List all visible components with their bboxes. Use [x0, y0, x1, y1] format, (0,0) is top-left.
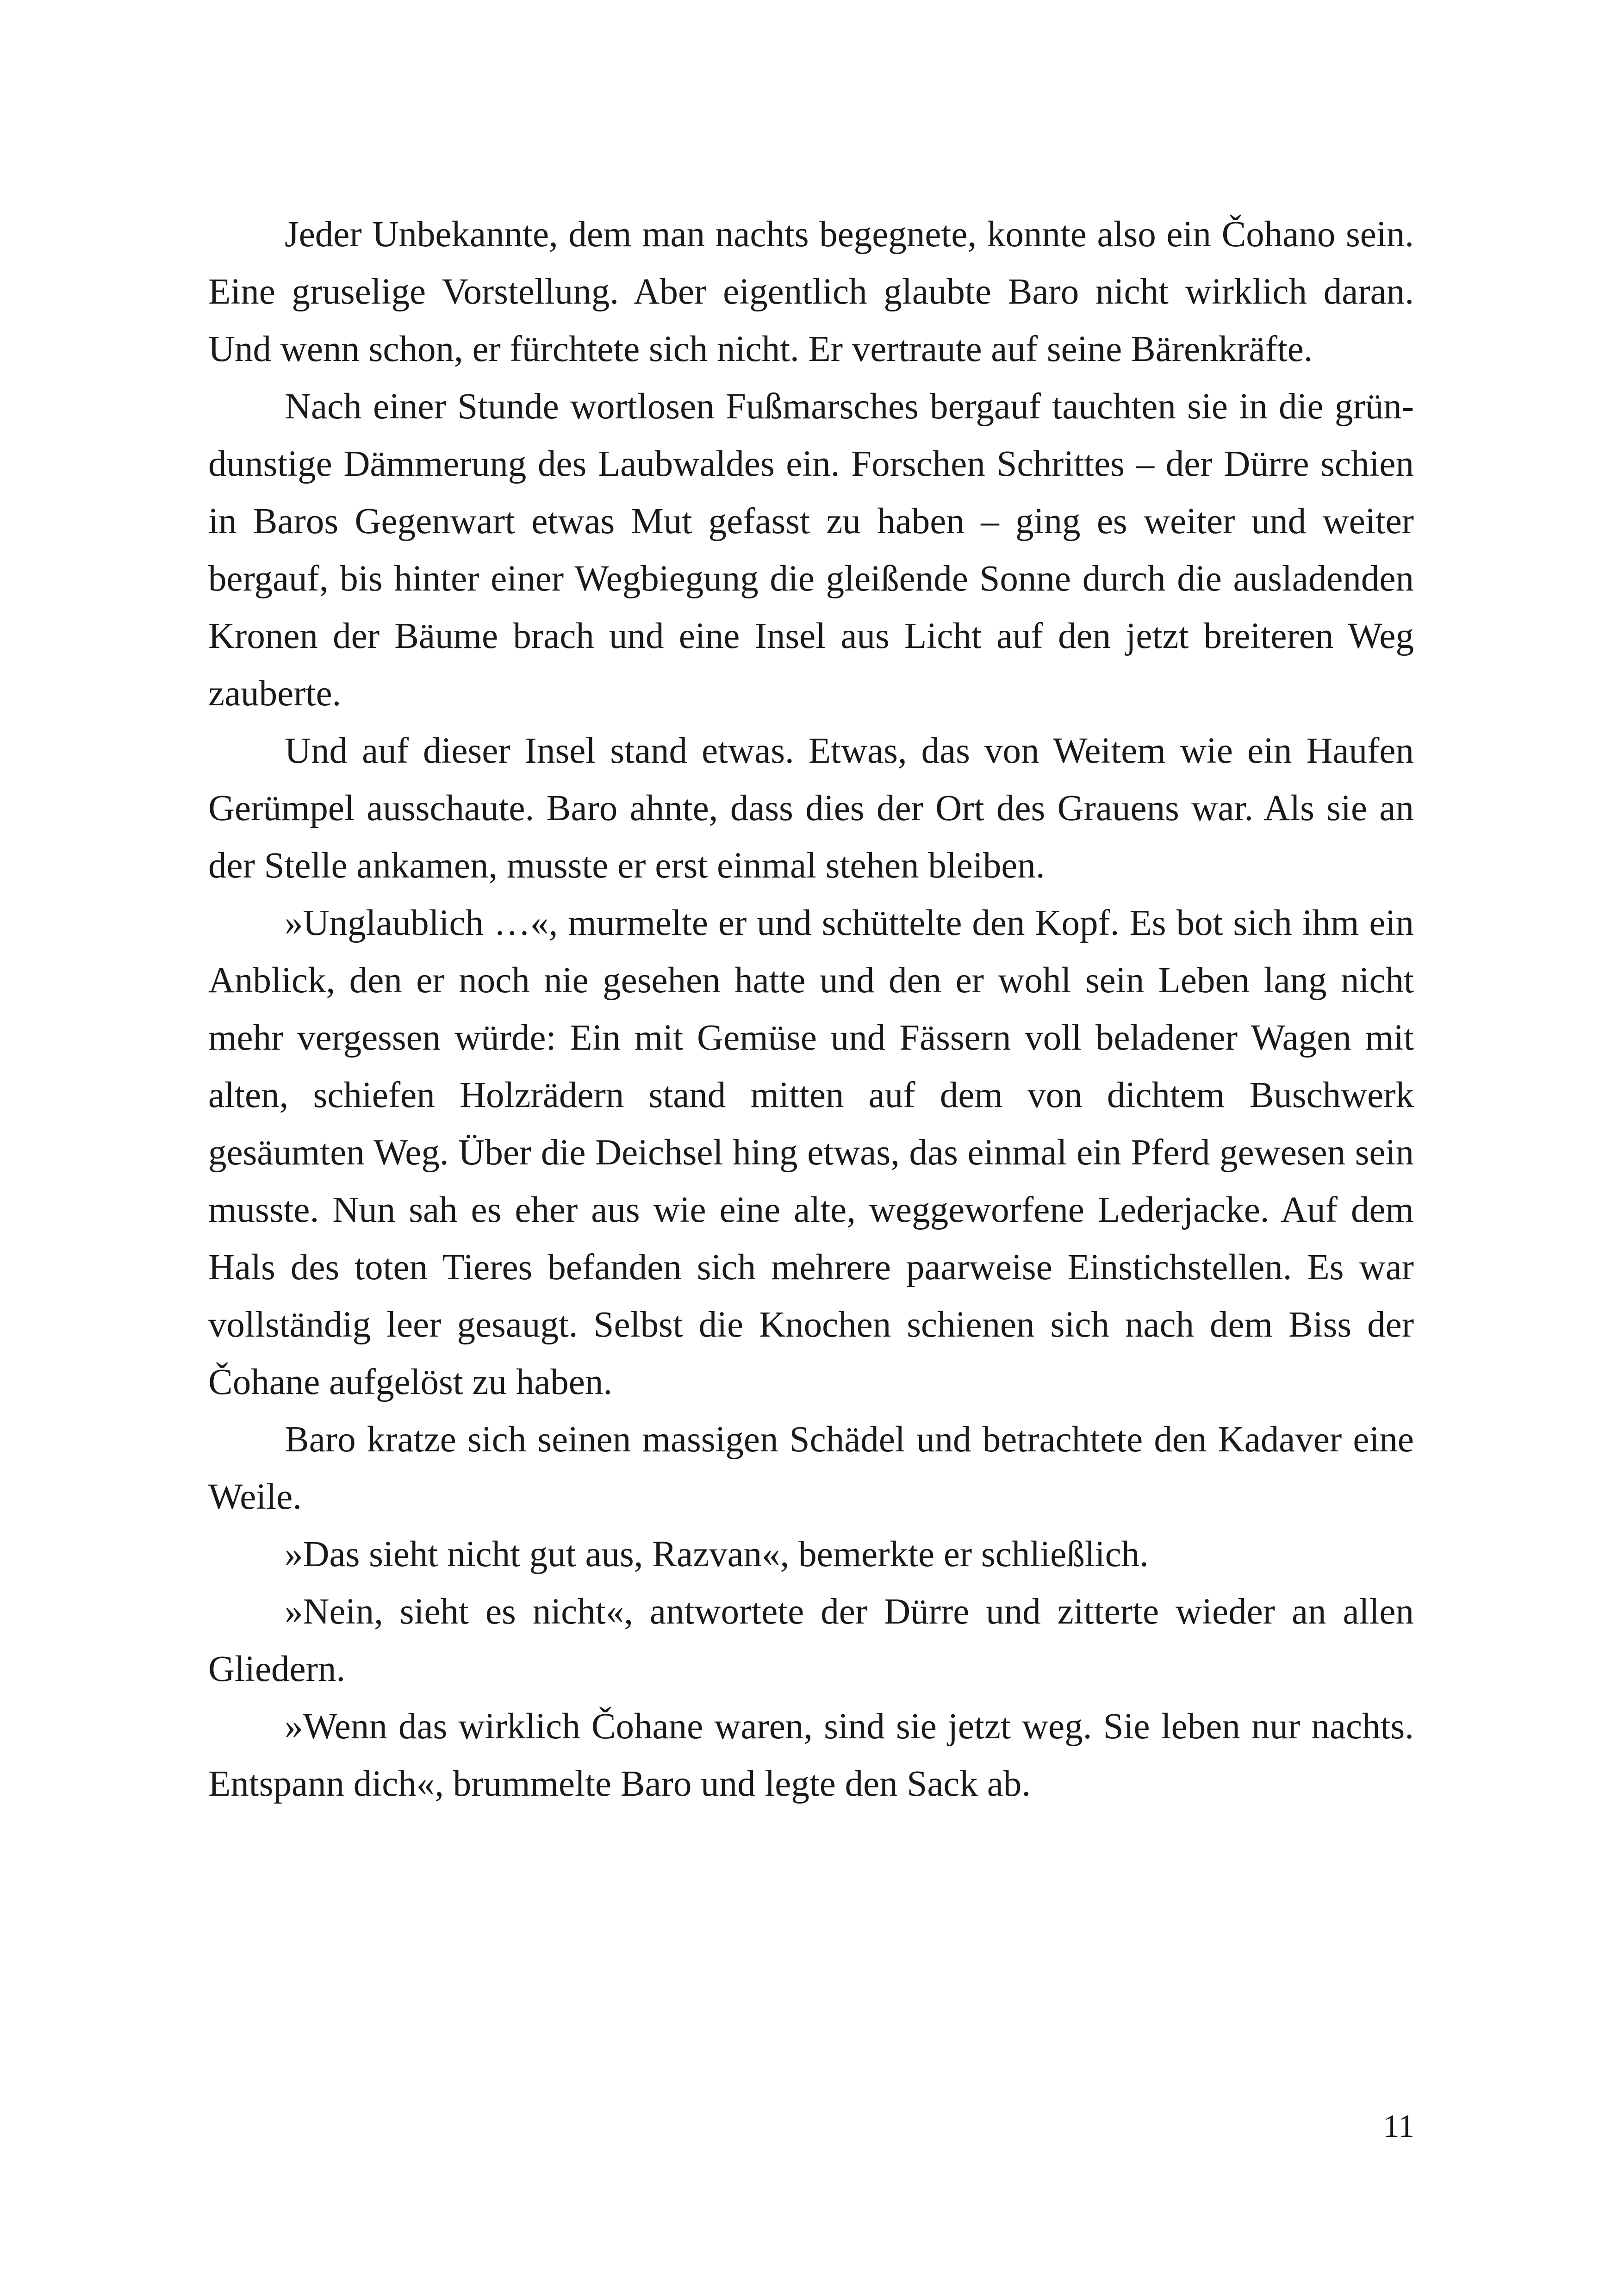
- body-text: [208, 206, 1414, 1813]
- paragraph-5: Baro kratze sich seinen massigen Schädel und betrachtete den Kadaver eine Weile.: [208, 1419, 1414, 1517]
- paragraph-4: »Unglaublich …«, murmelte er und schüttelte den Kopf. Es bot sich ihm ein Anblick, den er noch nie gesehen hatte und den er wohl sein Leben lang nicht mehr vergessen würde: Ein mit Gemüse und Fässern voll beladener Wagen mit alten, schiefen Holzrädern stand mitten auf dem von dichtem Buschwerk gesäumten Weg. Über die Deichsel hing etwas, das einmal ein Pferd gewesen sein musste. Nun sah es eher aus wie eine alte, weggeworfene Lederjacke. Auf dem Hals des toten Tieres befanden sich mehrere paarweise Einstichstellen. Es war vollständig leer gesaugt. Selbst die Knochen schienen sich nach dem Biss der Čohane aufgelöst zu haben.: [208, 903, 1414, 1402]
- paragraph-8: »Wenn das wirklich Čohane waren, sind sie jetzt weg. Sie leben nur nachts. Entspann dich«, brummelte Baro und legte den Sack ab.: [208, 1706, 1414, 1804]
- page-number: 11: [1383, 2109, 1414, 2144]
- paragraph-7: »Nein, sieht es nicht«, antwortete der Dürre und zitterte wieder an allen Gliedern.: [208, 1592, 1414, 1689]
- paragraph-2: Nach einer Stunde wortlosen Fußmarsches bergauf tauchten sie in die grün-dunstige Dämmerung des Laubwaldes ein. Forschen Schrittes – der Dürre schien in Baros Gegenwart etwas Mut gefasst zu haben – ging es weiter und weiter bergauf, bis hinter einer Wegbiegung die gleißende Sonne durch die ausladenden Kronen der Bäume brach und eine Insel aus Licht auf den jetzt breiteren Weg zauberte.: [208, 386, 1414, 714]
- paragraph-6: »Das sieht nicht gut aus, Razvan«, bemerkte er schließlich.: [285, 1534, 1149, 1574]
- paragraph-3: Und auf dieser Insel stand etwas. Etwas, das von Weitem wie ein Haufen Gerümpel ausschaute. Baro ahnte, dass dies der Ort des Grauens war. Als sie an der Stelle ankamen, musste er erst einmal stehen bleiben.: [208, 731, 1414, 886]
- paragraph-1: Jeder Unbekannte, dem man nachts begegnete, konnte also ein Čohano sein. Eine gruselige Vorstellung. Aber eigentlich glaubte Baro nicht wirklich daran. Und wenn schon, er fürchtete sich nicht. Er vertraute auf seine Bärenkräfte.: [208, 214, 1414, 369]
